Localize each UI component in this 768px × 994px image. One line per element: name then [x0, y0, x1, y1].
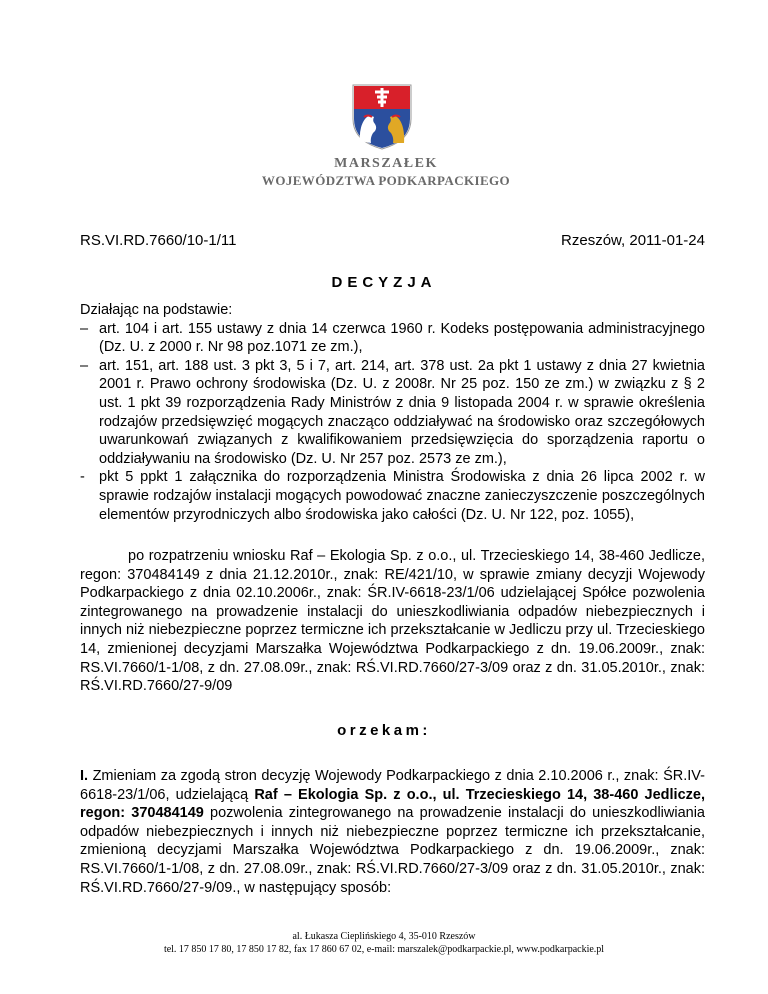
consideration-paragraph: po rozpatrzeniu wniosku Raf – Ekologia Sp. z o.o., ul. Trzecieskiego 14, 38-460 Jedlicze, regon: 370484149 z dnia 21.12.2010r., znak: RE/421/10, w sprawie zmiany decyzji Wojewody Podkarpackiego z dnia 02.10.2006r., znak: ŚR.IV-6618-23/1/06 udzielającej Spółce pozwolenia zintegrowanego na prowadzenie instalacji do unieszkodliwiania odpadów niebezpiecznych i innych niż niebezpieczne poprzez termiczne ich przekształcanie w Jedliczu przy ul. Trzecieskiego 14, zmienionej decyzjami Marszałka Województwa Podkarpackiego z dn. 19.06.2009r., znak: RS.VI.7660/1-1/08, z dn. 27.08.09r., znak: RŚ.VI.RD.7660/27-3/09 oraz z dn. 31.05.2010r., znak: RŚ.VI.RD.7660/27-9/09 — [80, 548, 705, 695]
basis-marker: - — [80, 469, 85, 486]
decision-paragraph — [80, 767, 705, 897]
basis-item — [80, 320, 705, 357]
decision-text-2: pozwolenia zintegrowanego na prowadzenie instalacji do unieszkodliwiania odpadów niebezpiecznych i innych niż niebezpieczne poprzez termiczne ich przekształcanie, zmienioną decyzjami Marszałka Województwa Podkarpackiego z dn. 19.06.2009r., znak: RS.VI.7660/1-1/08, z dn. 27.08.09r., znak: RŚ.VI.RD.7660/27-3/09 oraz z dn. 31.05.2010r., znak: RŚ.VI.RD.7660/27-9/09., w następujący sposób: — [80, 805, 705, 896]
basis-text: pkt 5 ppkt 1 załącznika do rozporządzenia Ministra Środowiska z dnia 26 lipca 2002 r. w sprawie rodzajów instalacji mogących powodować znaczne zanieczyszczenie poszczególnych elementów przyrodniczych albo środowiska jako całości (Dz. U. Nr 122, poz. 1055), — [99, 469, 705, 523]
org-line-1: MARSZAŁEK — [334, 156, 438, 171]
place-date: Rzeszów, 2011-01-24 — [561, 232, 705, 249]
coat-of-arms-icon — [351, 83, 413, 151]
basis-text: art. 151, art. 188 ust. 3 pkt 3, 5 i 7, art. 214, art. 378 ust. 2a pkt 1 ustawy z dnia 27 kwietnia 2001 r. Prawo ochrony środowiska (Dz. U. z 2008r. Nr 25 poz. 150 ze zm.) w związku z § 2 ust. 1 pkt 39 rozporządzenia Rady Ministrów z dnia 9 listopada 2004 r. w sprawie określenia rodzajów przedsięwzięć mogących znacząco oddziaływać na środowisko oraz szczegółowych uwarunkowań związanych z kwalifikowaniem przedsięwzięcia do sporządzenia raportu o oddziaływaniu na środowisko (Dz. U. Nr 257 poz. 2573 ze zm.), — [99, 357, 705, 467]
basis-list — [80, 320, 705, 525]
orzekam-heading: orzekam: — [337, 722, 431, 739]
document-title: DECYZJA — [331, 274, 437, 291]
company-details: Raf – Ekologia Sp. z o.o., ul. Trzecieskiego 14, 38-460 Jedlicze, regon: 370484149 — [80, 786, 705, 822]
marshal-logo — [255, 83, 517, 193]
organization-name — [255, 155, 517, 189]
decision-number: I. — [80, 768, 89, 784]
basis-marker: – — [80, 357, 89, 374]
footer-address: al. Łukasza Cieplińskiego 4, 35-010 Rzeszów — [292, 931, 476, 942]
legal-basis — [80, 301, 705, 524]
reference-number: RS.VI.RD.7660/10-1/11 — [80, 232, 237, 249]
org-line-2: WOJEWÓDZTWA PODKARPACKIEGO — [261, 173, 511, 188]
footer — [0, 930, 768, 956]
basis-marker: – — [80, 320, 89, 337]
basis-item — [80, 357, 705, 469]
decision-text-1: Zmieniam za zgodą stron decyzję Wojewody Podkarpackiego z dnia 2.10.2006 r., znak: ŚR.IV-6618-23/1/06, udzielającą — [80, 768, 705, 803]
basis-item — [80, 468, 705, 524]
footer-contact: tel. 17 850 17 80, 17 850 17 82, fax 17 860 67 02, e-mail: marszalek@podkarpackie.pl, www.podkarpackie.pl — [163, 944, 605, 955]
intro-text: Działając na podstawie: — [80, 302, 233, 318]
basis-text: art. 104 i art. 155 ustawy z dnia 14 czerwca 1960 r. Kodeks postępowania administracyjnego (Dz. U. z 2000 r. Nr 98 poz.1071 ze zm.), — [99, 320, 705, 356]
